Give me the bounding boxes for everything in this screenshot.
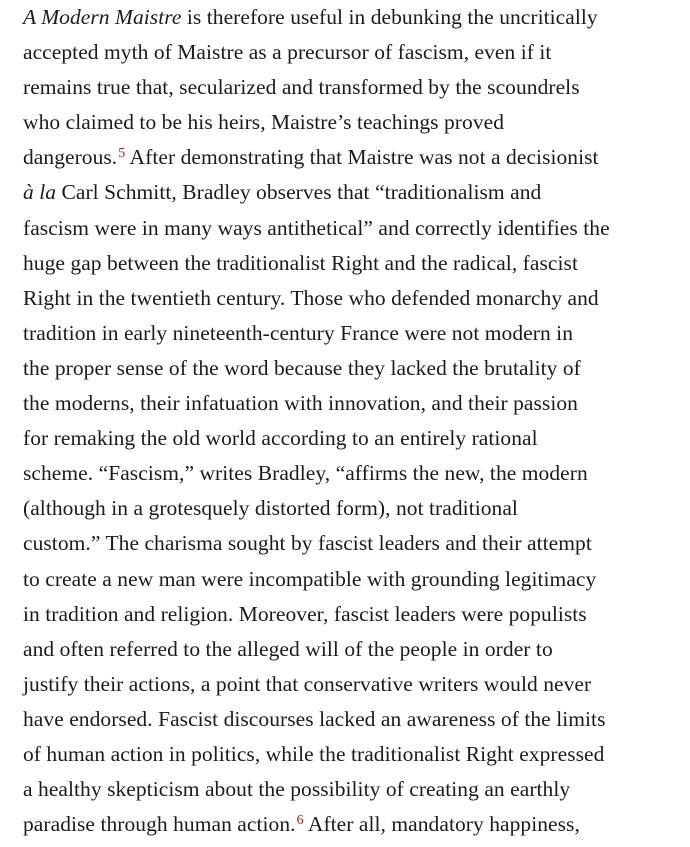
text-line-20: justify their actions, a point that conservative writers would never	[23, 671, 592, 696]
text-line-23: a healthy skepticism about the possibility of creating an earthly	[23, 777, 571, 802]
text-line-13: for remaking the old world according to an entirely rational	[23, 426, 538, 451]
text-line-9: Right in the twentieth century. Those who defended monarchy and	[23, 285, 599, 310]
text-line-24	[23, 807, 683, 842]
text-line-14: scheme. “Fascism,” writes Bradley, “affirms the new, the modern	[23, 461, 588, 486]
text-line-17: to create a new man were incompatible with grounding legitimacy	[23, 566, 597, 591]
text-line-6	[23, 175, 683, 210]
text-line-19: and often referred to the alleged will of the people in order to	[23, 636, 553, 661]
text-line-18: in tradition and religion. Moreover, fascist leaders were populists	[23, 601, 587, 626]
text-line-12: the moderns, their infatuation with innovation, and their passion	[23, 391, 578, 416]
text-line-22: of human action in politics, while the traditionalist Right expressed	[23, 741, 605, 766]
text-segment: paradise through human action.	[23, 812, 296, 837]
text-line-7: fascism were in many ways antithetical” and correctly identifies the	[23, 215, 610, 240]
text-segment: Carl Schmitt, Bradley observes that “traditionalism and	[56, 180, 542, 205]
footnote-marker-5[interactable]: 5	[118, 146, 126, 162]
text-line-1	[23, 0, 683, 35]
body-paragraph	[23, 0, 683, 842]
italic-phrase: à la	[23, 180, 57, 205]
text-segment: dangerous.	[23, 145, 118, 170]
text-line-21: have endorsed. Fascist discourses lacked an awareness of the limits	[23, 706, 606, 731]
text-line-2: accepted myth of Maistre as a precursor of fascism, even if it	[23, 40, 552, 65]
text-line-4: who claimed to be his heirs, Maistre’s teachings proved	[23, 110, 505, 135]
footnote-marker-6[interactable]: 6	[296, 813, 304, 829]
text-line-5	[23, 140, 683, 175]
text-segment: After demonstrating that Maistre was not a decisionist	[125, 145, 599, 170]
text-segment: After all, mandatory happiness,	[303, 812, 580, 837]
text-line-8: huge gap between the traditionalist Right and the radical, fascist	[23, 250, 578, 275]
text-line-16: custom.” The charisma sought by fascist leaders and their attempt	[23, 531, 592, 556]
text-line-10: tradition in early nineteenth-century France were not modern in	[23, 320, 574, 345]
text-line-15: (although in a grotesquely distorted form), not traditional	[23, 496, 518, 521]
text-line-3: remains true that, secularized and transformed by the scoundrels	[23, 75, 580, 100]
text-line-11: the proper sense of the word because they lacked the brutality of	[23, 355, 581, 380]
book-title-italic: A Modern Maistre	[23, 5, 182, 29]
text-segment: is therefore useful in debunking the uncritically	[181, 5, 598, 29]
